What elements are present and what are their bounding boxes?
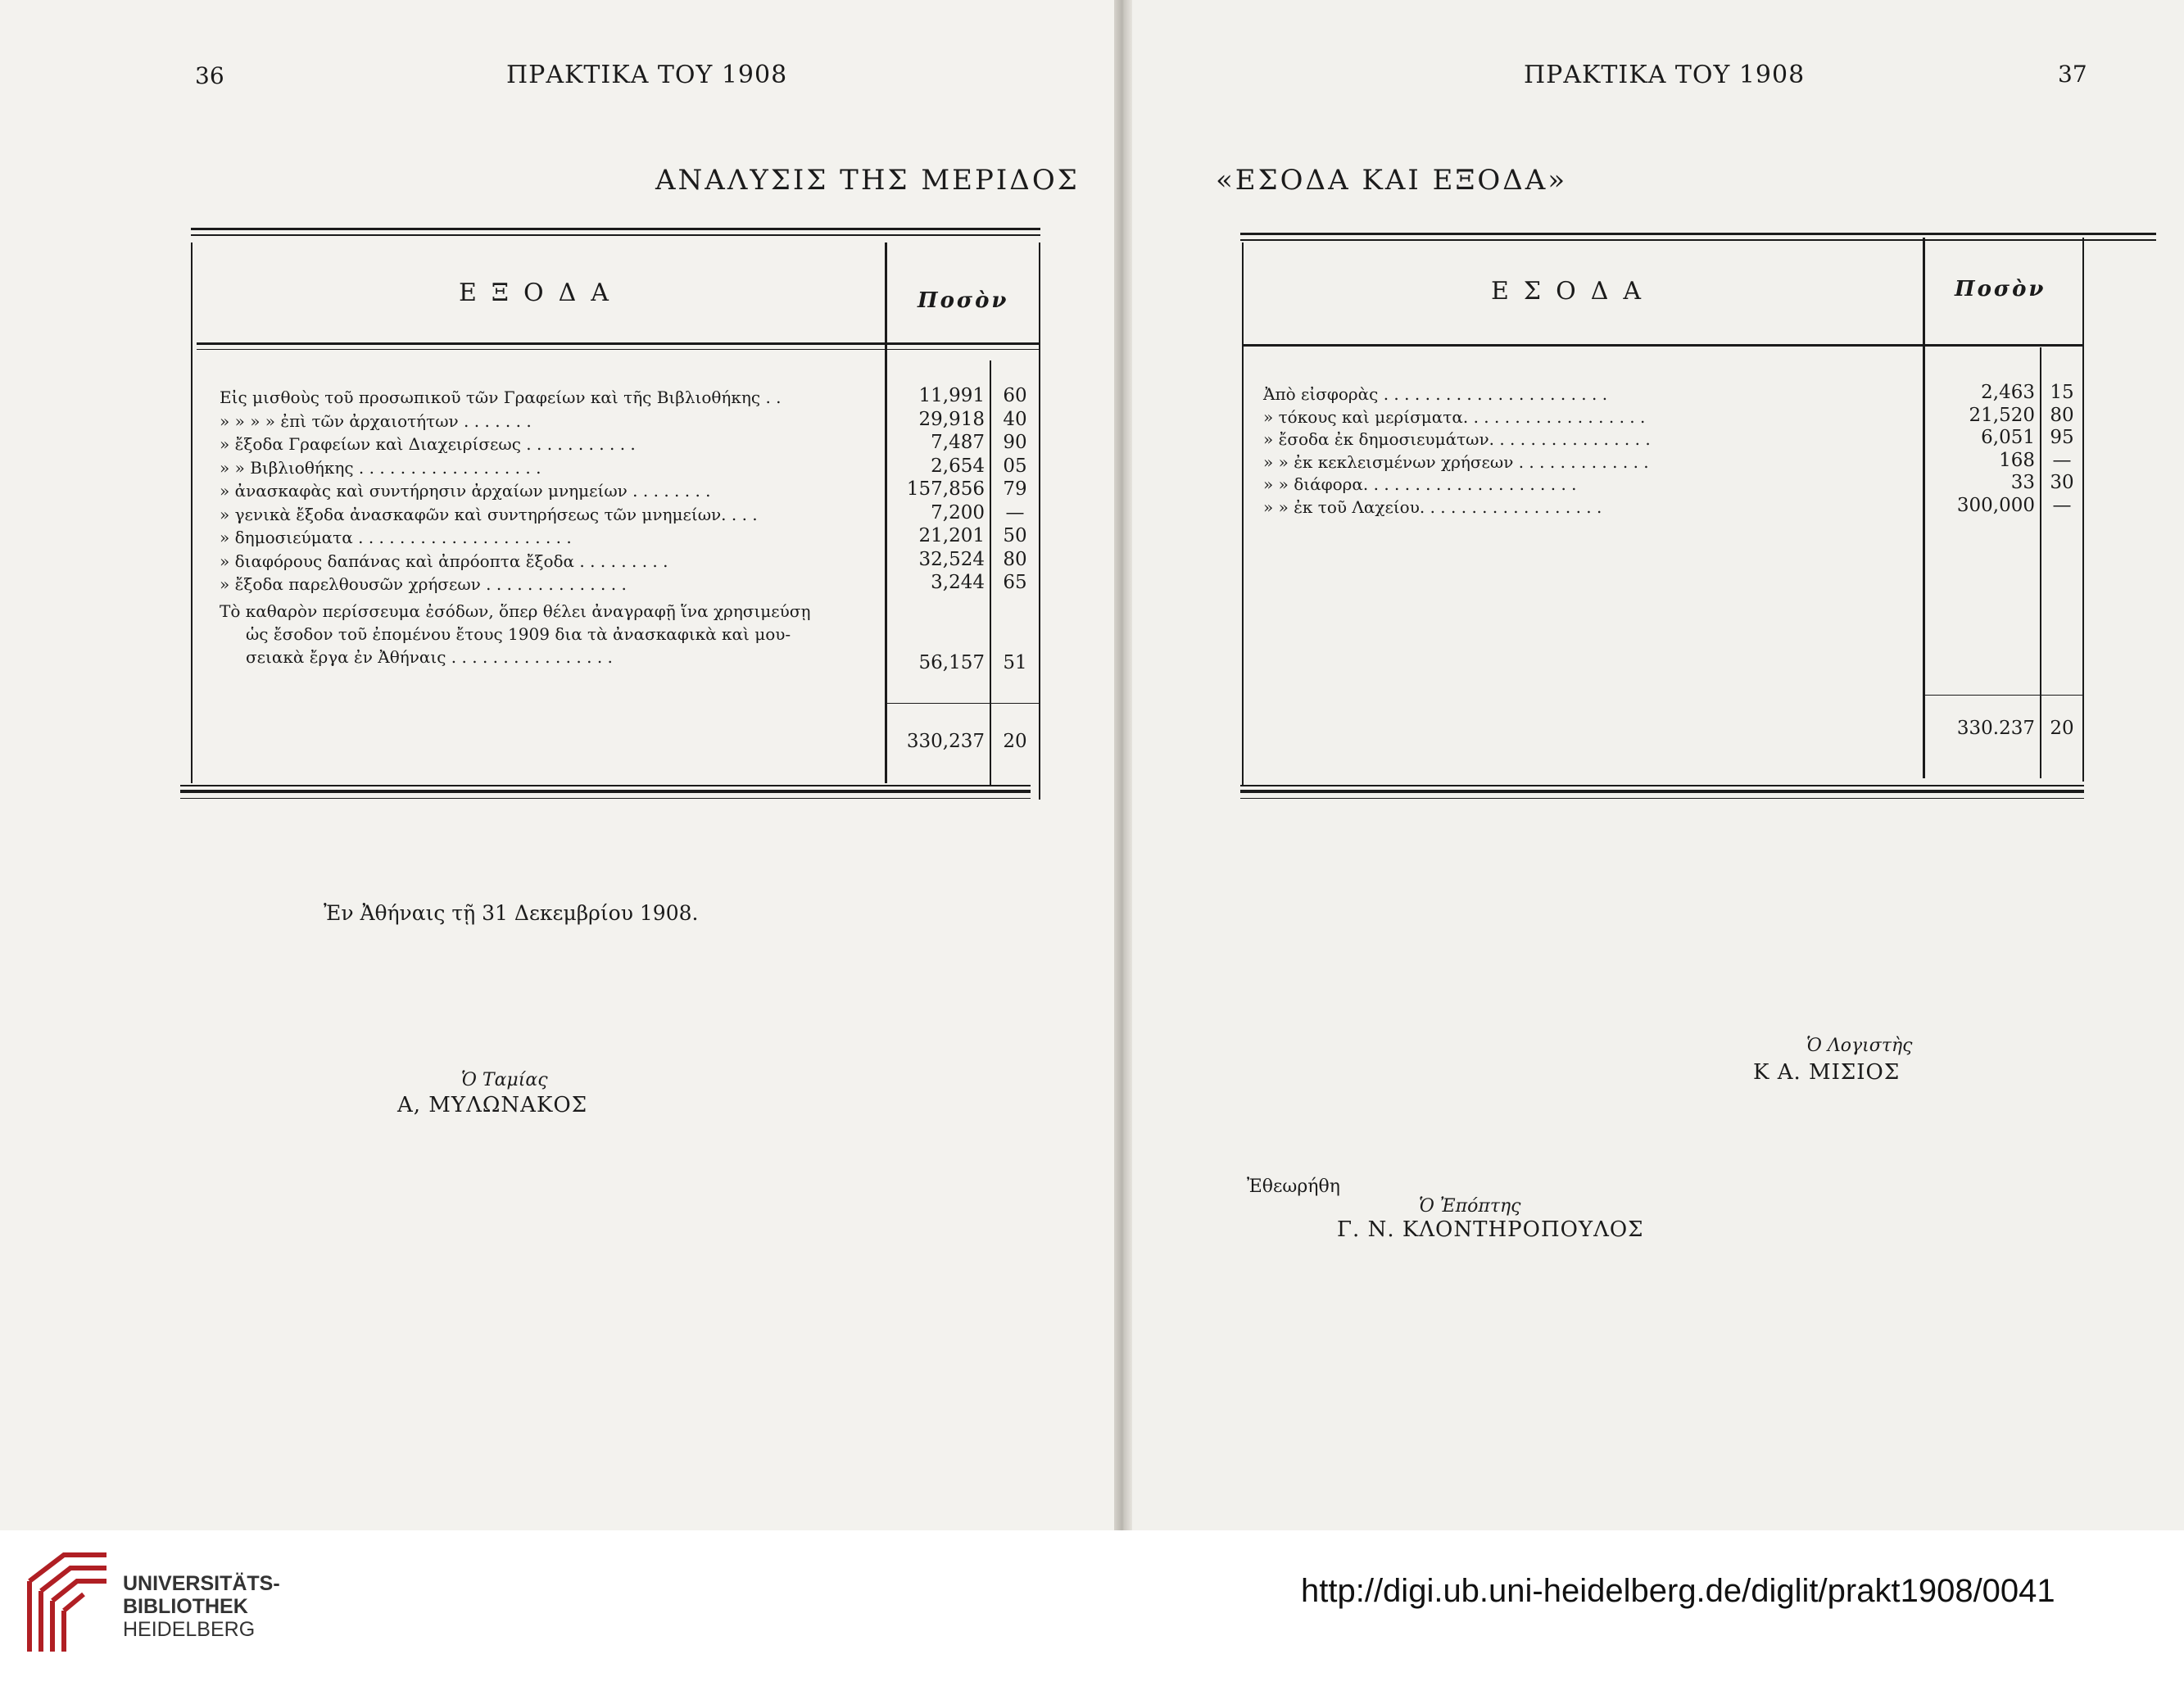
table-header-label: ΕΞΟΔΑ — [459, 279, 623, 307]
row-amount: 168 — [1999, 449, 2035, 471]
row-description: » » » » ἐπὶ τῶν ἀρχαιοτήτων . . . . . . . — [220, 410, 532, 431]
section-title: ΑΝΑΛΥΣΙΣ ΤΗΣ ΜΕΡΙΔΟΣ — [655, 164, 1080, 197]
column-divider — [1923, 238, 1925, 778]
library-name-line: UNIVERSITÄTS- — [123, 1572, 280, 1595]
place-date: Ἐν Ἀθήναις τῇ 31 Δεκεμβρίου 1908. — [324, 901, 699, 925]
treasurer-name: Α, ΜΥΛΩΝΑΚΟΣ — [397, 1093, 588, 1117]
row-description: » ἔξοδα Γραφείων καὶ Διαχειρίσεως . . . . . . . . . . . — [220, 434, 636, 454]
running-head: ΠΡΑΚΤΙΚΑ ΤΟΥ 1908 — [506, 61, 788, 89]
row-decimal: 30 — [2050, 472, 2074, 493]
row-amount: 2,654 — [931, 455, 985, 477]
row-description: » ἔξοδα παρελθουσῶν χρήσεων . . . . . . . . . . . . . . — [220, 574, 627, 594]
row-decimal: 80 — [2050, 404, 2074, 426]
auditor-title: Ὁ Ἐπόπτης — [1419, 1196, 1521, 1217]
row-decimal: 65 — [1003, 572, 1027, 593]
row-amount: 7,200 — [931, 501, 985, 523]
row-amount: 21,201 — [918, 525, 985, 546]
row-description: Ἀπὸ εἰσφορὰς . . . . . . . . . . . . . . . . . . . . . . — [1263, 384, 1608, 404]
page-number: 37 — [2058, 61, 2087, 88]
total-decimal: 20 — [2050, 718, 2074, 739]
page-number: 36 — [195, 62, 224, 89]
accountant-name: Κ Α. ΜΙΣΙΟΣ — [1753, 1060, 1901, 1085]
table-header-label: ΕΣΟΔΑ — [1491, 277, 1656, 306]
header-rule — [1244, 344, 2084, 347]
row-amount: 32,524 — [918, 548, 985, 570]
auditor-name: Γ. Ν. ΚΛΟΝΤΗΡΟΠΟΥΛΟΣ — [1337, 1217, 1644, 1242]
row-decimal: — — [2052, 494, 2072, 516]
row-description: » γενικὰ ἔξοδα ἀνασκαφῶν καὶ συντηρήσεως τῶν μνημείων. . . . — [220, 504, 758, 524]
row-amount: 3,244 — [931, 572, 985, 593]
row-decimal: 40 — [1003, 408, 1027, 430]
table-rule — [1240, 790, 2084, 793]
amount-header: Ποσὸν — [918, 288, 1009, 313]
row-description: » » ἐκ κεκλεισμένων χρήσεων . . . . . . . . . . . . . — [1263, 451, 1649, 472]
column-divider — [885, 242, 887, 783]
table-border — [2082, 238, 2084, 782]
accountant-title: Ὁ Λογιστὴς — [1806, 1036, 1913, 1056]
library-name-line: HEIDELBERG — [123, 1618, 256, 1641]
row-decimal: — — [1005, 501, 1025, 523]
footer-bar — [0, 1530, 2184, 1686]
column-divider — [990, 360, 991, 786]
table-border — [1039, 242, 1040, 800]
library-name-line: BIBLIOTHEK — [123, 1595, 248, 1618]
table-rule — [180, 790, 1031, 793]
row-amount: 21,520 — [1969, 404, 2035, 426]
row-amount: 7,487 — [931, 432, 985, 453]
table-border — [191, 242, 193, 783]
total-amount: 330,237 — [906, 731, 985, 752]
header-rule — [197, 349, 1040, 350]
row-description: » δημοσιεύματα . . . . . . . . . . . . . . . . . . . . . — [220, 528, 572, 547]
table-rule — [180, 798, 1031, 799]
total-rule — [1925, 695, 2082, 696]
audited-label: Ἐθεωρήθη — [1247, 1176, 1340, 1197]
right-page — [1132, 0, 2184, 1530]
amount-header: Ποσὸν — [1955, 277, 2046, 301]
row-description: » διαφόρους δαπάνας καὶ ἀπρόοπτα ἔξοδα . . . . . . . . . — [220, 551, 668, 571]
book-gutter — [1114, 0, 1132, 1530]
row-description: » » ἐκ τοῦ Λαχείου. . . . . . . . . . . . . . . . . . — [1263, 496, 1602, 517]
table-rule — [1240, 233, 2156, 235]
total-decimal: 20 — [1003, 731, 1027, 752]
surplus-line: Τὸ καθαρὸν περίσσευμα ἐσόδων, ὅπερ θέλει ἀναγραφῇ ἵνα χρησιμεύσῃ — [220, 601, 811, 621]
section-title: «ΕΣΟΔΑ ΚΑΙ ΕΞΟΔΑ» — [1216, 164, 1568, 197]
surplus-amount: 56,157 — [918, 652, 985, 673]
row-amount: 6,051 — [1981, 427, 2035, 448]
row-amount: 33 — [2010, 472, 2035, 493]
surplus-decimal: 51 — [1003, 652, 1027, 673]
row-description: » τόκους καὶ μερίσματα. . . . . . . . . . . . . . . . . . — [1263, 406, 1646, 427]
left-page — [0, 0, 1114, 1530]
row-decimal: 79 — [1003, 478, 1027, 500]
row-decimal: 50 — [1003, 525, 1027, 546]
surplus-line: ὡς ἔσοδον τοῦ ἐπομένου ἔτους 1909 δια τὰ ἀνασκαφικὰ καὶ μου- — [246, 624, 791, 644]
table-rule — [191, 234, 1040, 236]
row-decimal: 90 — [1003, 432, 1027, 453]
table-rule — [191, 228, 1040, 230]
row-decimal: 05 — [1003, 455, 1027, 477]
source-url-link[interactable]: http://digi.ub.uni-heidelberg.de/diglit/prakt1908/0041 — [1301, 1573, 2055, 1609]
surplus-line: σειακὰ ἔργα ἐν Ἀθήναις . . . . . . . . . . . . . . . . — [246, 647, 613, 667]
row-decimal: 80 — [1003, 548, 1027, 570]
table-rule — [180, 785, 1031, 786]
row-decimal: — — [2052, 449, 2072, 471]
header-rule — [197, 342, 1040, 345]
row-amount: 157,856 — [906, 478, 985, 500]
row-decimal: 60 — [1003, 385, 1027, 406]
table-rule — [1240, 785, 2084, 786]
row-amount: 300,000 — [1956, 494, 2035, 516]
row-decimal: 15 — [2050, 382, 2074, 403]
treasurer-title: Ὁ Ταμίας — [461, 1070, 548, 1090]
table-rule — [1240, 239, 2156, 241]
row-description: » » διάφορα. . . . . . . . . . . . . . . . . . . . . — [1263, 474, 1577, 494]
library-logo-icon — [23, 1548, 113, 1655]
table-rule — [1240, 798, 2084, 799]
row-amount: 2,463 — [1981, 382, 2035, 403]
table-border — [1242, 242, 1244, 786]
total-amount: 330.237 — [1956, 718, 2035, 739]
column-divider — [2040, 347, 2041, 778]
row-decimal: 95 — [2050, 427, 2074, 448]
row-description: Εἰς μισθοὺς τοῦ προσωπικοῦ τῶν Γραφείων καὶ τῆς Βιβλιοθήκης . . — [220, 388, 782, 407]
row-description: » ἀνασκαφὰς καὶ συντήρησιν ἀρχαίων μνημείων . . . . . . . . — [220, 481, 711, 501]
row-amount: 11,991 — [918, 385, 985, 406]
row-description: » ἔσοδα ἐκ δημοσιευμάτων. . . . . . . . . . . . . . . . — [1263, 429, 1651, 449]
running-head: ΠΡΑΚΤΙΚΑ ΤΟΥ 1908 — [1524, 61, 1806, 89]
row-description: » » Βιβλιοθήκης . . . . . . . . . . . . . . . . . . — [220, 457, 541, 478]
row-amount: 29,918 — [918, 408, 985, 430]
total-rule — [887, 703, 1039, 704]
